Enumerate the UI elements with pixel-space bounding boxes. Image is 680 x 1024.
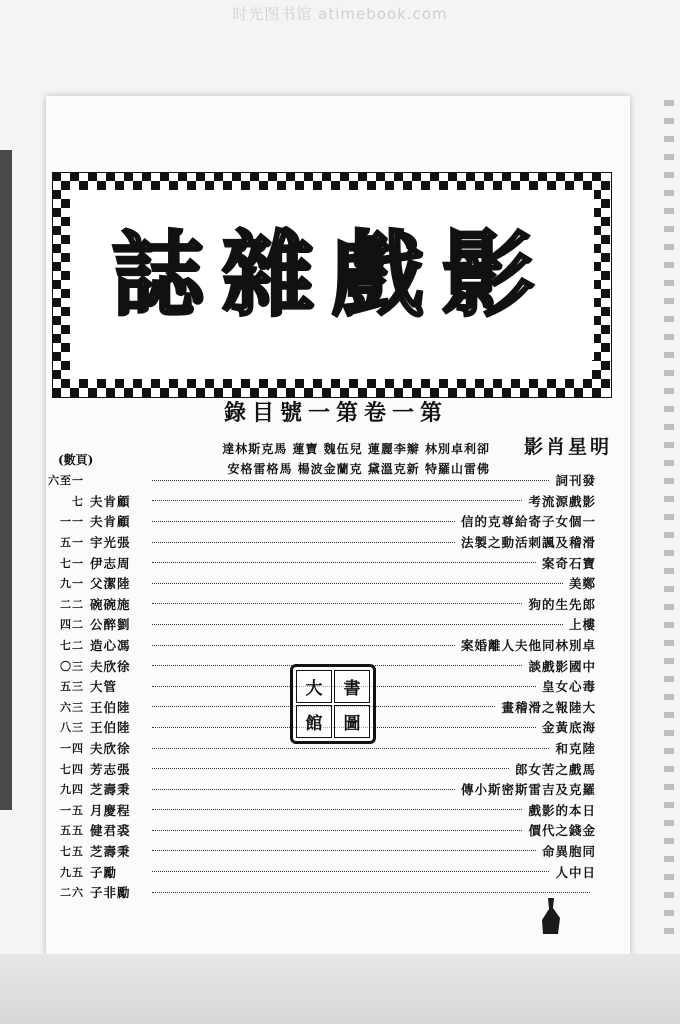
toc-page-number: 二二 — [60, 597, 84, 611]
toc-row — [48, 470, 596, 491]
toc-page-number: 二七 — [60, 639, 84, 653]
toc-author: 周志伊 — [90, 555, 131, 571]
toc-title: 毒心女皇 — [541, 679, 596, 695]
toc-page-number: 一七 — [60, 556, 84, 570]
checker-square — [466, 172, 475, 181]
library-seal — [290, 664, 376, 744]
checker-square — [70, 388, 79, 397]
checker-square — [529, 379, 538, 388]
toc-author: 徐欣夫 — [90, 741, 131, 757]
toc-page-number: 四七 — [60, 762, 84, 776]
toc-author: 張志芳 — [90, 761, 131, 777]
watermark: 时光图书馆 atimebook.com — [232, 5, 448, 23]
toc-author: 徐欣夫 — [90, 658, 131, 674]
checker-square — [52, 190, 61, 199]
toc-title: 影戲源流考 — [528, 493, 596, 509]
checker-square — [538, 388, 547, 397]
checker-square — [259, 181, 268, 190]
checker-square — [601, 181, 610, 190]
checker-square — [61, 361, 70, 370]
seal-character: 書 — [334, 670, 370, 703]
checker-square — [358, 172, 367, 181]
toc-title: 日本的影戲 — [528, 802, 596, 818]
toc-page-number: 三〇 — [60, 659, 84, 673]
toc-page-number: 一九 — [60, 577, 84, 591]
toc-row — [56, 758, 596, 779]
checker-square — [601, 379, 610, 388]
checker-square — [538, 172, 547, 181]
toc-author: 秉壽芝 — [90, 843, 131, 859]
checker-square — [394, 172, 403, 181]
toc-title: 陸克和 — [555, 741, 596, 757]
toc-author: 馮心造 — [90, 638, 131, 654]
checker-square — [367, 379, 376, 388]
checker-square — [439, 379, 448, 388]
checker-square — [52, 208, 61, 217]
checker-square — [106, 172, 115, 181]
checker-square — [547, 181, 556, 190]
checker-square — [493, 181, 502, 190]
toc-leader-dots — [152, 789, 455, 790]
toc-row — [56, 614, 596, 635]
checker-square — [592, 172, 601, 181]
toc-leader-dots — [152, 809, 522, 810]
toc-leader-dots — [152, 583, 563, 584]
toc-leader-dots — [152, 871, 549, 872]
toc-leader-dots — [152, 645, 455, 646]
checker-square — [133, 181, 142, 190]
checker-square — [583, 181, 592, 190]
toc-row — [56, 594, 596, 615]
checker-square — [448, 172, 457, 181]
toc-author: 施碗碗 — [90, 596, 131, 612]
checker-square — [196, 172, 205, 181]
checker-square — [88, 388, 97, 397]
checker-square — [61, 217, 70, 226]
checker-square — [97, 181, 106, 190]
checker-square — [88, 172, 97, 181]
checker-square — [529, 181, 538, 190]
checker-square — [601, 343, 610, 352]
checker-square — [214, 172, 223, 181]
checker-square — [403, 181, 412, 190]
checker-square — [493, 379, 502, 388]
checker-square — [592, 388, 601, 397]
checker-square — [340, 172, 349, 181]
toc-author: 顧肯夫 — [90, 514, 131, 530]
toc-leader-dots — [152, 624, 563, 625]
toc-row — [56, 491, 596, 512]
checker-square — [583, 379, 592, 388]
toc-row — [56, 820, 596, 841]
credit-line-1: 卻利卓別林 辮李麗蓮 兒伍魏 寶蓮 馬克斯林達 — [222, 442, 490, 456]
checker-square — [61, 181, 70, 190]
checker-square — [61, 325, 70, 334]
checker-square — [457, 379, 466, 388]
checker-square — [304, 172, 313, 181]
checker-square — [313, 379, 322, 388]
checker-square — [547, 379, 556, 388]
checker-square — [97, 379, 106, 388]
toc-page-number: 二四 — [60, 618, 84, 632]
toc-title: 卓別林同他夫人離婚案 — [460, 638, 596, 654]
toc-title: 發刊詞 — [555, 473, 596, 489]
checker-square — [574, 172, 583, 181]
checker-square — [457, 181, 466, 190]
toc-page-number: 三五 — [60, 680, 84, 694]
toc-page-number: 五五 — [60, 824, 84, 838]
toc-author: 陸伯王 — [90, 699, 131, 715]
toc-author: 張光宇 — [90, 535, 131, 551]
checker-square — [601, 253, 610, 262]
toc-title: 中國影戲談 — [528, 658, 596, 674]
toc-title: 滑稽及諷刺活動之製法 — [460, 535, 596, 551]
toc-author: 勵子 — [90, 864, 118, 880]
title-box — [70, 190, 594, 360]
checker-square — [52, 226, 61, 235]
checker-square — [601, 235, 610, 244]
checker-square — [115, 379, 124, 388]
toc-page-number: 三六 — [60, 700, 84, 714]
toc-title: 日中人 — [555, 864, 596, 880]
checker-square — [151, 379, 160, 388]
checker-square — [115, 181, 124, 190]
toc-leader-dots — [152, 850, 536, 851]
checker-square — [286, 172, 295, 181]
checker-square — [601, 271, 610, 280]
issue-heading: 第一卷第一號目錄 — [223, 400, 448, 426]
checker-square — [421, 181, 430, 190]
checker-square — [574, 388, 583, 397]
checker-square — [52, 172, 61, 181]
checker-square — [61, 379, 70, 388]
toc-page-number: 一一 — [60, 515, 84, 529]
toc-author: 管大 — [90, 679, 118, 695]
checker-square — [151, 181, 160, 190]
ink-blot — [540, 896, 562, 936]
toc-leader-dots — [152, 768, 509, 769]
toc-leader-dots — [152, 603, 522, 604]
toc-leader-dots — [152, 542, 455, 543]
toc-title: 鄭美 — [568, 576, 596, 592]
checker-square — [61, 199, 70, 208]
document-page — [46, 96, 630, 956]
toc-title: 馬戲之苦女郎 — [514, 761, 596, 777]
toc-author: 勵非子 — [90, 885, 131, 901]
checker-square — [187, 181, 196, 190]
toc-leader-dots — [152, 480, 549, 481]
checker-square — [277, 181, 286, 190]
checker-square — [133, 379, 142, 388]
checker-square — [61, 235, 70, 244]
checker-square — [367, 181, 376, 190]
checker-square — [601, 361, 610, 370]
toc-row — [56, 779, 596, 800]
checker-square — [385, 181, 394, 190]
checker-square — [142, 172, 151, 181]
checker-square — [268, 172, 277, 181]
checker-square — [475, 181, 484, 190]
toc-title: 海底黃金 — [541, 720, 596, 736]
checker-square — [403, 379, 412, 388]
magazine-title: 影戲雜誌 — [111, 221, 552, 329]
toc-author: 陸潔父 — [90, 576, 131, 592]
checker-square — [565, 181, 574, 190]
checker-square — [511, 379, 520, 388]
toc-author: 秉壽芝 — [90, 782, 131, 798]
checker-square — [79, 379, 88, 388]
checker-square — [601, 289, 610, 298]
page-column-label: (數頁) — [58, 453, 94, 467]
toc-leader-dots — [152, 748, 549, 749]
credit-line-2: 佛雷山羅特 新克溫黛 克蘭金波楊 馬格雷格安 — [227, 462, 490, 476]
checker-square — [331, 379, 340, 388]
toc-page-number: 三八 — [60, 721, 84, 735]
toc-author: 裘君健 — [90, 823, 131, 839]
checker-square — [439, 181, 448, 190]
toc-author: 顧肯夫 — [90, 493, 131, 509]
toc-page-number: 一至六 — [48, 474, 84, 488]
checker-square — [520, 172, 529, 181]
checker-square — [259, 379, 268, 388]
category-heading: 明星肖影 — [523, 436, 612, 458]
checker-square — [592, 370, 601, 379]
checker-square — [376, 172, 385, 181]
checker-square — [223, 181, 232, 190]
toc-row — [56, 511, 596, 532]
toc-title: 寶石奇案 — [541, 555, 596, 571]
checker-square — [52, 244, 61, 253]
title-banner — [52, 172, 612, 398]
checker-square — [349, 181, 358, 190]
checker-square — [412, 172, 421, 181]
toc-author: 劉醉公 — [90, 617, 131, 633]
checker-square — [601, 199, 610, 208]
toc-title: 樓上 — [568, 617, 596, 633]
toc-leader-dots — [152, 562, 536, 563]
checker-square — [232, 172, 241, 181]
toc-title: 一個女子寄給尊克的信 — [460, 514, 596, 530]
toc-page-number: 五七 — [60, 844, 84, 858]
checker-square — [178, 172, 187, 181]
checker-square — [421, 379, 430, 388]
checker-square — [52, 370, 61, 379]
checker-square — [556, 172, 565, 181]
checker-square — [484, 172, 493, 181]
checker-square — [61, 307, 70, 316]
checker-square — [295, 379, 304, 388]
toc-row — [56, 882, 596, 903]
checker-square — [52, 388, 61, 397]
checker-square — [79, 181, 88, 190]
checker-square — [52, 262, 61, 271]
checker-square — [601, 325, 610, 334]
toc-row — [56, 573, 596, 594]
toc-page-number: 一五 — [60, 536, 84, 550]
toc-author: 程慶月 — [90, 802, 131, 818]
toc-row — [56, 861, 596, 882]
toc-title: 郎先生的狗 — [528, 596, 596, 612]
toc-row — [56, 800, 596, 821]
checker-square — [349, 379, 358, 388]
seal-character: 館 — [296, 705, 332, 738]
checker-square — [277, 379, 286, 388]
toc-row — [56, 635, 596, 656]
checker-square — [313, 181, 322, 190]
toc-page-number: 五一 — [60, 803, 84, 817]
checker-square — [124, 172, 133, 181]
checker-square — [106, 388, 115, 397]
toc-row — [56, 552, 596, 573]
toc-title: 金錢之代價 — [528, 823, 596, 839]
toc-page-number: 七 — [72, 494, 84, 508]
checker-square — [205, 181, 214, 190]
toc-page-number: 五九 — [60, 865, 84, 879]
checker-square — [223, 379, 232, 388]
checker-square — [124, 388, 133, 397]
checker-square — [52, 298, 61, 307]
toc-page-number: 六二 — [60, 886, 84, 900]
toc-page-number: 四九 — [60, 783, 84, 797]
checker-square — [52, 316, 61, 325]
toc-author: 陸伯王 — [90, 720, 131, 736]
checker-square — [601, 307, 610, 316]
scan-right-edge — [664, 100, 674, 940]
checker-square — [430, 172, 439, 181]
checker-square — [169, 379, 178, 388]
checker-square — [565, 379, 574, 388]
checker-square — [61, 343, 70, 352]
scan-bottom-margin — [0, 954, 680, 1024]
toc-page-number: 四一 — [60, 742, 84, 756]
toc-row — [56, 532, 596, 553]
checker-square — [556, 388, 565, 397]
checker-square — [322, 172, 331, 181]
checker-square — [61, 271, 70, 280]
checker-square — [295, 181, 304, 190]
checker-square — [601, 217, 610, 226]
toc-leader-dots — [152, 830, 522, 831]
scan-left-edge — [0, 150, 12, 810]
seal-character: 大 — [296, 670, 332, 703]
checker-square — [169, 181, 178, 190]
seal-character: 圖 — [334, 705, 370, 738]
toc-leader-dots — [152, 500, 522, 501]
checker-square — [331, 181, 340, 190]
toc-title: 羅克及吉雷斯密斯小傳 — [460, 782, 596, 798]
checker-square — [502, 172, 511, 181]
checker-square — [250, 172, 259, 181]
toc-leader-dots — [152, 892, 590, 893]
checker-square — [511, 181, 520, 190]
toc-row — [56, 841, 596, 862]
checker-square — [61, 289, 70, 298]
checker-square — [52, 352, 61, 361]
checker-square — [241, 379, 250, 388]
checker-square — [241, 181, 250, 190]
checker-square — [52, 334, 61, 343]
toc-title: 大陸報之滑稽畫 — [501, 699, 596, 715]
checker-square — [385, 379, 394, 388]
checker-square — [52, 280, 61, 289]
checker-square — [61, 253, 70, 262]
checker-square — [187, 379, 196, 388]
toc-leader-dots — [152, 521, 455, 522]
checker-square — [70, 172, 79, 181]
toc-title: 同胞異命 — [541, 843, 596, 859]
checker-square — [205, 379, 214, 388]
checker-square — [160, 172, 169, 181]
checker-square — [475, 379, 484, 388]
